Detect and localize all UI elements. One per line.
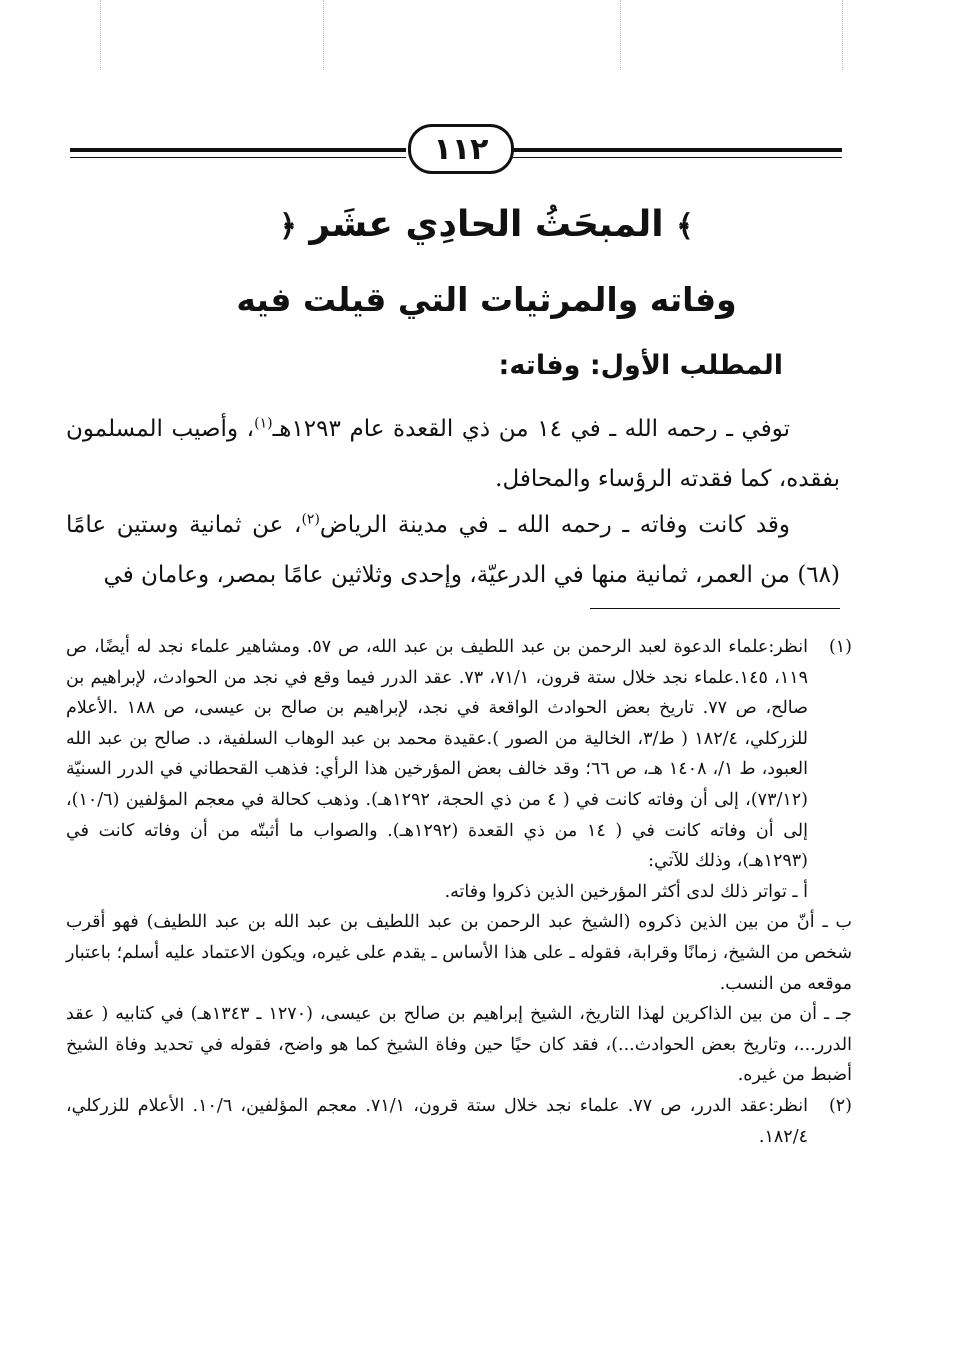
chapter-title <box>200 204 773 245</box>
footnote-text: انظر:عقد الدرر، ص ٧٧. علماء نجد خلال ستة قرون، ٧١/١. معجم المؤلفين، ١٠/٦. الأعلام للزركلي، ١٨٢/٤. <box>66 1095 808 1147</box>
header-rule-right <box>512 148 842 152</box>
body-paragraph <box>66 500 840 600</box>
footnote-point-a: أ ـ تواتر ذلك لدى أكثر المؤرخين الذين ذكروا وفاته. <box>444 881 808 902</box>
footnote-number: (٢) <box>828 1095 852 1116</box>
paragraph-text: ، عن ثمانية وستين عامًا (٦٨) من العمر، ثمانية منها في الدرعيّة، وإحدى وثلاثين عامًا بمصر، وعامان في <box>66 512 840 588</box>
chapter-subtitle: وفاته والمرثيات التي قيلت فيه <box>236 280 737 319</box>
header-rule-left <box>70 148 406 152</box>
footnote-point-b: ب ـ أنّ من بين الذين ذكروه (الشيخ عبد الرحمن بن عبد اللطيف بن عبد الله بن عبد اللطيف) فهو أقرب شخص من الشيخ، زمانًا وقرابة، فقوله ـ على هذا الأساس ـ يقدم على غيره، ويكون الاعتماد عليه أسلم؛ باعتبار موقعه من النسب. <box>66 912 852 994</box>
footnote-1 <box>66 632 852 907</box>
scan-guide-line <box>842 0 843 70</box>
body-paragraph <box>66 404 840 504</box>
section-heading: المطلب الأول: وفاته: <box>498 350 783 381</box>
footnote-ref: (٢) <box>301 511 320 528</box>
page-number: ١١٢ <box>408 124 514 174</box>
chapter-title-text: المبحَثُ الحادِي عشَر <box>309 204 664 245</box>
footnote-ref: (١) <box>254 415 273 432</box>
scan-guide-line <box>100 0 101 70</box>
footnote-point-c: جـ ـ أن من بين الذاكرين لهذا التاريخ، الشيخ إبراهيم بن صالح بن عيسى، (١٢٧٠ ـ ١٣٤٣هـ) في كتابيه ( عقد الدرر...، وتاريخ بعض الحوادث...)، فقد كان حيًا حين وفاة الشيخ كما هو واضح، فقوله في تحديد وفاة الشيخ أضبط من غيره. <box>66 1004 852 1086</box>
scan-guide-line <box>323 0 324 70</box>
header-rule-right-thin <box>512 157 842 158</box>
ornament-bracket: ﴾ <box>676 209 694 244</box>
paragraph-text: وقد كانت وفاته ـ رحمه الله ـ في مدينة الرياض <box>319 512 790 538</box>
ornament-bracket: ﴿ <box>279 209 297 244</box>
paragraph-text: ، وأصيب المسلمون بفقده، كما فقدته الرؤساء والمحافل. <box>66 416 840 492</box>
paragraph-text: توفي ـ رحمه الله ـ في ١٤ من ذي القعدة عام ١٢٩٣هـ <box>272 416 790 442</box>
footnote-text: انظر:علماء الدعوة لعبد الرحمن بن عبد اللطيف بن عبد الله، ص ٥٧. ومشاهير علماء نجد له أيضًا، ص ١١٩، ١٤٥.علماء نجد خلال ستة قرون، ٧١/١، ٧٣. عقد الدرر فيما وقع في نجد من الحوادث، لإبراهيم بن صالح، ص ٧٧. تاريخ بعض الحوادث الواقعة في نجد، لإبراهيم بن صالح بن عيسى، ص ١٨٨ .الأعلام للزركلي، ١٨٢/٤ ( ط/٣، الخالية من الصور ).عقيدة محمد بن عبد الوهاب السلفية، د. صالح بن عبد الله العبود، ط ١/، ١٤٠٨ هـ، ص ٦٦؛ وقد خالف بعض المؤرخين هذا الرأي: فذهب القحطاني في الدرر السنيّة (٧٣/١٢)، إلى أن وفاته كانت في ( ٤ من ذي الحجة، ١٢٩٢هـ). وذهب كحالة في معجم المؤلفين (١٠/٦)، إلى أن وفاته كانت في ( ١٤ من ذي القعدة (١٢٩٢هـ). والصواب ما أثبتّه من أن وفاته كانت في (١٢٩٣هـ)، وذلك للآتي: <box>66 637 809 872</box>
scan-guide-line <box>620 0 621 70</box>
footnote-2 <box>66 1091 852 1152</box>
footnotes <box>66 632 852 1152</box>
footnote-number: (١) <box>828 637 852 657</box>
header-rule-left-thin <box>70 157 406 158</box>
footnote-separator <box>590 608 840 609</box>
